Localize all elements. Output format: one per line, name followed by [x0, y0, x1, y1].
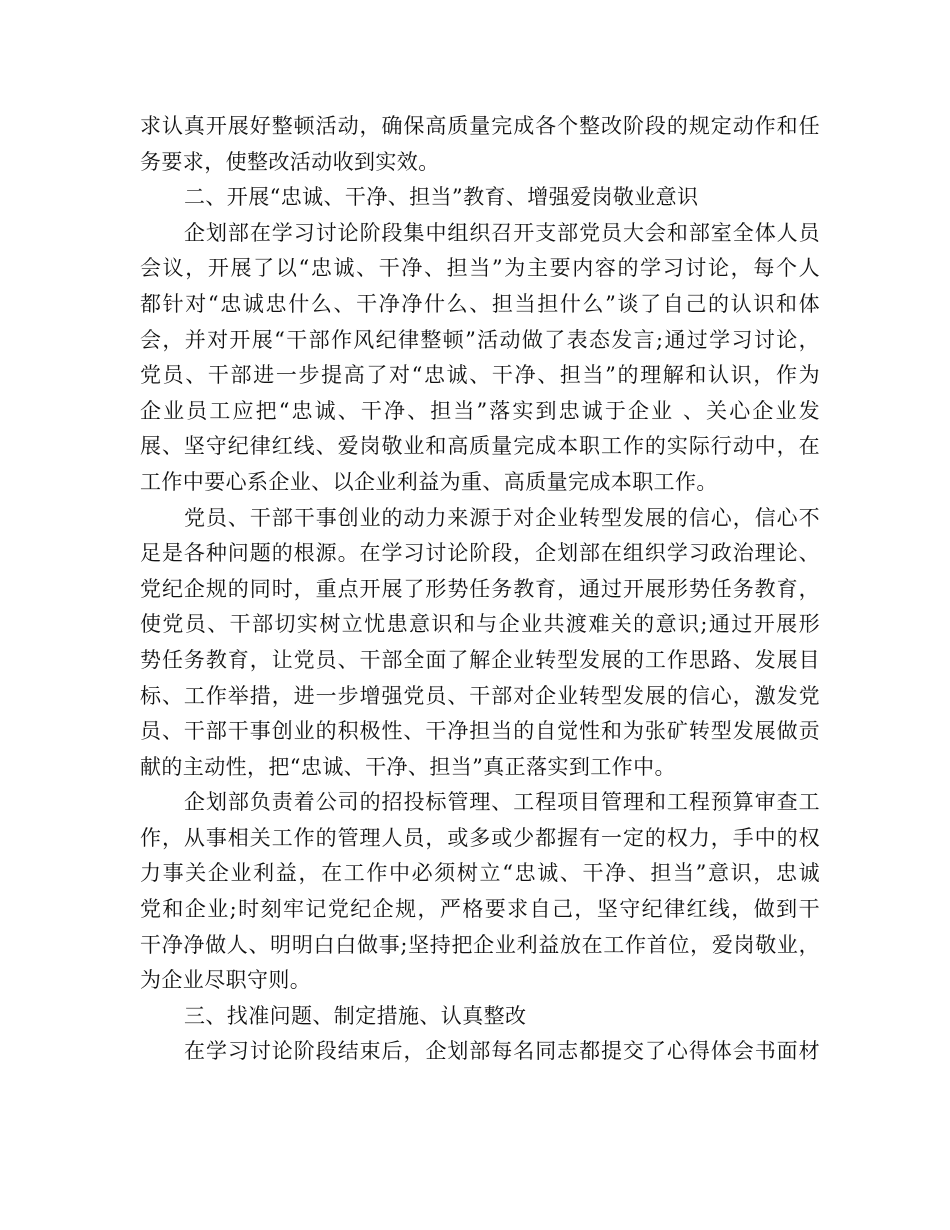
text-line: 党纪企规的同时，重点开展了形势任务教育，通过开展形势任务教育， [140, 576, 820, 601]
text-line: 三、找准问题、制定措施、认真整改 [184, 1003, 527, 1028]
text-line: 展、坚守纪律红线、爱岗敬业和高质量完成本职工作的实际行动中，在 [140, 434, 820, 459]
text-line: 为企业尽职守则。 [140, 968, 312, 993]
text-line: 干净净做人、明明白白做事;坚持把企业利益放在工作首位，爱岗敬业， [140, 932, 820, 957]
document-body [140, 109, 820, 1070]
text-line: 企业员工应把“忠诚、干净、担当”落实到忠诚于企业 、关心企业发 [140, 398, 820, 423]
text-line: 企划部在学习讨论阶段集中组织召开支部党员大会和部室全体人员 [184, 220, 820, 245]
text-line: 二、开展“忠诚、干净、担当”教育、增强爱岗敬业意识 [184, 185, 699, 210]
text-line: 足是各种问题的根源。在学习讨论阶段，企划部在组织学习政治理论、 [140, 541, 820, 566]
text-line: 党员、干部干事创业的动力来源于对企业转型发展的信心，信心不 [184, 505, 820, 530]
text-line: 势任务教育，让党员、干部全面了解企业转型发展的工作思路、发展目 [140, 647, 820, 672]
text-line: 力事关企业利益，在工作中必须树立“忠诚、干净、担当”意识，忠诚 [140, 861, 820, 886]
text-line: 标、工作举措，进一步增强党员、干部对企业转型发展的信心，激发党 [140, 683, 820, 708]
text-line: 会议，开展了以“忠诚、干净、担当”为主要内容的学习讨论，每个人 [140, 256, 820, 281]
text-line: 使党员、干部切实树立忧患意识和与企业共渡难关的意识;通过开展形 [140, 612, 820, 637]
text-line: 党员、干部进一步提高了对“忠诚、干净、担当”的理解和认识，作为 [140, 363, 820, 388]
text-line: 党和企业;时刻牢记党纪企规，严格要求自己，坚守纪律红线，做到干 [140, 897, 820, 922]
text-line: 务要求，使整改活动收到实效。 [140, 149, 440, 174]
text-line: 都针对“忠诚忠什么、干净净什么、担当担什么”谈了自己的认识和体 [140, 291, 820, 316]
text-line: 员、干部干事创业的积极性、干净担当的自觉性和为张矿转型发展做贡 [140, 719, 820, 744]
text-line: 作，从事相关工作的管理人员，或多或少都握有一定的权力，手中的权 [140, 825, 820, 850]
text-line: 企划部负责着公司的招投标管理、工程项目管理和工程预算审查工 [184, 790, 820, 815]
text-line: 献的主动性，把“忠诚、干净、担当”真正落实到工作中。 [140, 754, 676, 779]
text-line: 在学习讨论阶段结束后，企划部每名同志都提交了心得体会书面材 [184, 1039, 820, 1064]
text-line: 求认真开展好整顿活动，确保高质量完成各个整改阶段的规定动作和任 [140, 114, 820, 138]
text-line: 工作中要心系企业、以企业利益为重、高质量完成本职工作。 [140, 469, 718, 494]
text-line: 会，并对开展“干部作风纪律整顿”活动做了表态发言;通过学习讨论， [140, 327, 820, 352]
